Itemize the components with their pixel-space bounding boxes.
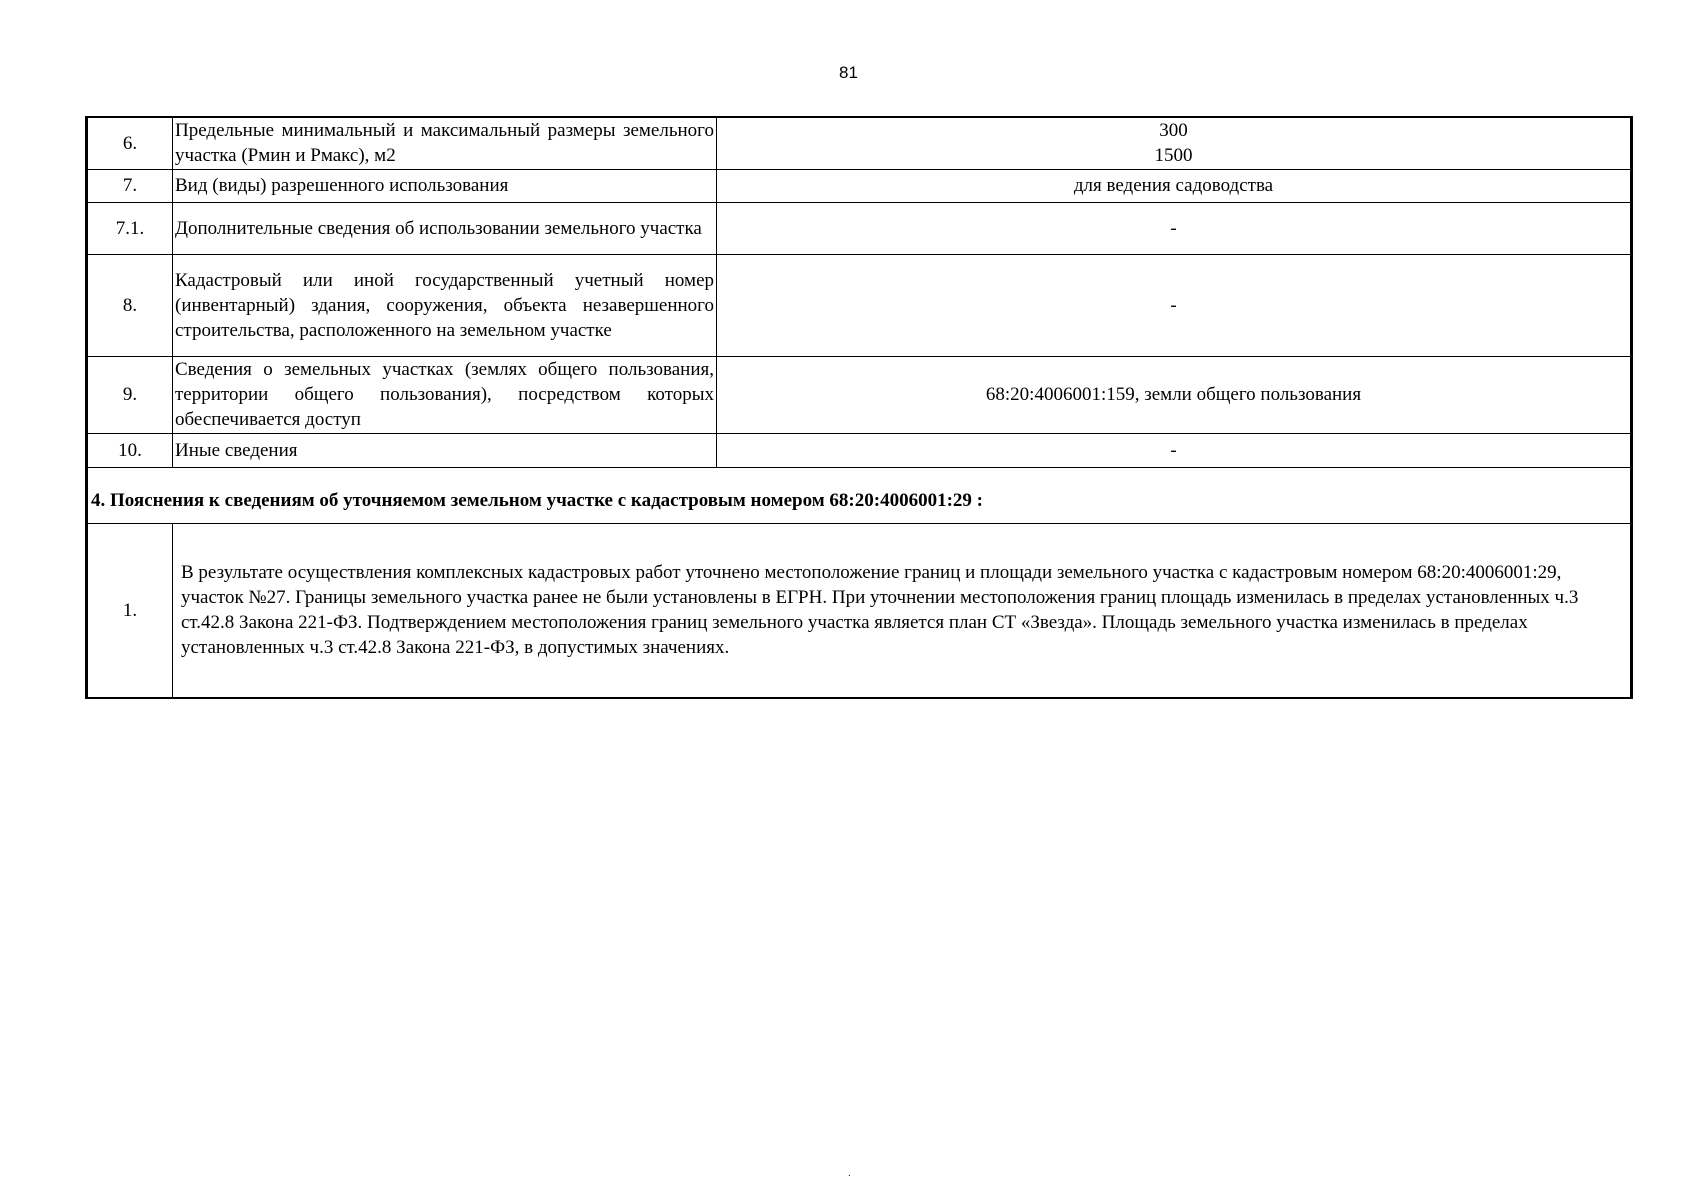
section-title: 4. Пояснения к сведениям об уточняемом земельном участке с кадастровым номером 68:20:4006001:29 : — [87, 467, 1632, 523]
explanation-cell — [173, 523, 1632, 698]
table-row — [87, 254, 1632, 356]
row-name: Вид (виды) разрешенного использования — [173, 169, 717, 202]
row-name: Иные сведения — [173, 433, 717, 467]
table-row — [87, 117, 1632, 169]
table-row — [87, 202, 1632, 254]
value-max: 1500 — [1154, 145, 1193, 167]
explanation-text: В результате осуществления комплексных кадастровых работ уточнено местоположение границ и площади земельного участка с кадастровым номером 68:20:4006001:29, участок №27. Границы земельного участка ранее не были установлены в ЕГРН. При уточнении местоположения границ площадь изменилась в пределах установленных ч.3 ст.42.8 Закона 221-ФЗ. Подтверждением местоположения границ земельного участка является план СТ «Звезда». Площадь земельного участка изменилась в пределах установленных ч.3 ст.42.8 Закона 221-ФЗ, в допустимых значениях. — [181, 562, 1579, 659]
section-header-row — [87, 467, 1632, 523]
row-name: Сведения о земельных участках (землях общего пользования, территории общего пользования), посредством которых обеспечивается доступ — [173, 356, 717, 433]
row-name: Предельные минимальный и максимальный размеры земельного участка (Рмин и Рмакс), м2 — [173, 117, 717, 169]
footer-mark: . — [848, 1168, 851, 1179]
row-value — [717, 117, 1632, 169]
row-value: - — [717, 254, 1632, 356]
row-value: для ведения садоводства — [717, 169, 1632, 202]
row-name: Дополнительные сведения об использовании земельного участка — [173, 202, 717, 254]
row-number: 9. — [87, 356, 173, 433]
row-value: - — [717, 433, 1632, 467]
row-number: 7. — [87, 169, 173, 202]
table-row — [87, 433, 1632, 467]
row-number: 7.1. — [87, 202, 173, 254]
table-row — [87, 356, 1632, 433]
row-number: 10. — [87, 433, 173, 467]
row-number: 1. — [87, 523, 173, 698]
value-min: 300 — [1159, 120, 1188, 142]
table-row — [87, 523, 1632, 698]
table-row — [87, 169, 1632, 202]
row-value: - — [717, 202, 1632, 254]
row-name: Кадастровый или иной государственный учетный номер (инвентарный) здания, сооружения, объекта незавершенного строительства, расположенного на земельном участке — [173, 254, 717, 356]
row-value: 68:20:4006001:159, земли общего пользования — [717, 356, 1632, 433]
land-plot-info-table — [85, 116, 1633, 699]
row-number: 6. — [87, 117, 173, 169]
page-number: 81 — [839, 63, 858, 82]
row-number: 8. — [87, 254, 173, 356]
